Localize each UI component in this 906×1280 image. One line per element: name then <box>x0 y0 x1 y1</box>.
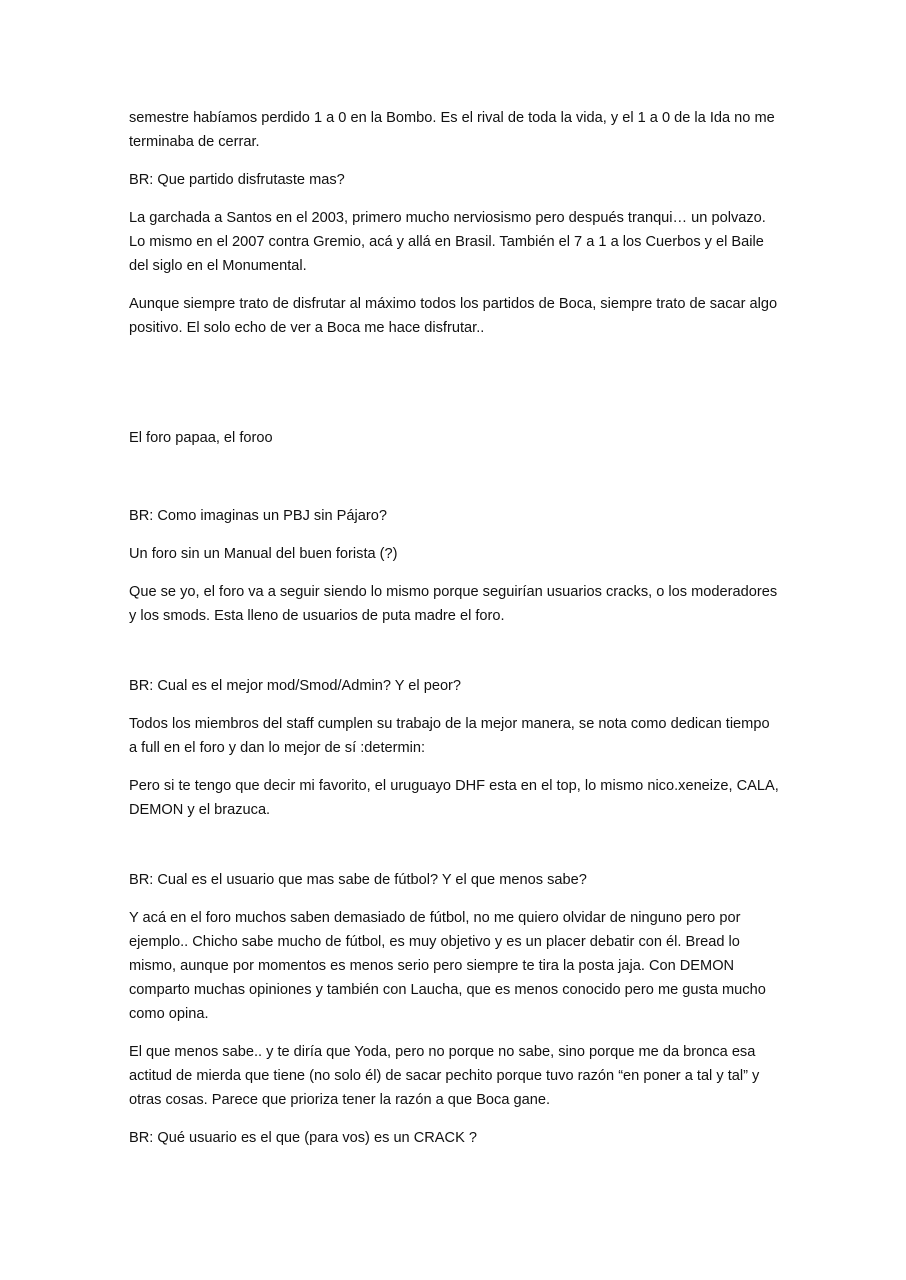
question-pbj: BR: Como imaginas un PBJ sin Pájaro? <box>129 508 387 524</box>
answer-football-knowledge: Y acá en el foro muchos saben demasiado de fútbol, no me quiero olvidar de ninguno pero por ejemplo.. Chicho sabe mucho de fútbol, es muy objetivo y es un placer debatir con él. Bread lo mismo, aunque por momentos es menos serio pero siempre te tira la posta jaja. Con DEMON comparto muchas opiniones y también con Laucha, que es menos conocido pero me gusta mucho como opina. <box>129 910 766 1022</box>
question-crack-user: BR: Qué usuario es el que (para vos) es un CRACK ? <box>129 1130 477 1146</box>
spacer <box>129 642 779 674</box>
answer-best-mod: Todos los miembros del staff cumplen su trabajo de la mejor manera, se nota como dedican tiempo a full en el foro y dan lo mejor de sí :determin: <box>129 716 770 756</box>
question-football-knowledge: BR: Cual es el usuario que mas sabe de fútbol? Y el que menos sabe? <box>129 872 587 888</box>
spacer <box>129 836 779 868</box>
question-best-match: BR: Que partido disfrutaste mas? <box>129 172 345 188</box>
answer-pbj-continued: Que se yo, el foro va a seguir siendo lo mismo porque seguirían usuarios cracks, o los moderadores y los smods. Esta lleno de usuarios de puta madre el foro. <box>129 584 778 624</box>
answer-best-mod-continued: Pero si te tengo que decir mi favorito, el uruguayo DHF esta en el top, lo mismo nico.xeneize, CALA, DEMON y el brazuca. <box>129 778 779 818</box>
answer-pbj: Un foro sin un Manual del buen forista (?) <box>129 546 398 562</box>
spacer <box>129 354 779 426</box>
document-body <box>129 106 779 1164</box>
section-heading-forum: El foro papaa, el foroo <box>129 430 273 446</box>
answer-best-match: La garchada a Santos en el 2003, primero mucho nerviosismo pero después tranqui… un polvazo. Lo mismo en el 2007 contra Gremio, acá y allá en Brasil. También el 7 a 1 a los Cuerbos y el Baile del siglo en el Monumental. <box>129 210 766 274</box>
answer-football-knowledge-continued: El que menos sabe.. y te diría que Yoda, pero no porque no sabe, sino porque me da bronca esa actitud de mierda que tiene (no solo él) de sacar pechito porque tuvo razón “en poner a tal y tal” y otras cosas. Parece que prioriza tener la razón a que Boca gane. <box>129 1044 760 1108</box>
question-best-mod: BR: Cual es el mejor mod/Smod/Admin? Y el peor? <box>129 678 462 694</box>
answer-best-match-continued: Aunque siempre trato de disfrutar al máximo todos los partidos de Boca, siempre trato de sacar algo positivo. El solo echo de ver a Boca me hace disfrutar.. <box>129 296 778 336</box>
paragraph-continuation: semestre habíamos perdido 1 a 0 en la Bombo. Es el rival de toda la vida, y el 1 a 0 de la Ida no me terminaba de cerrar. <box>129 110 775 150</box>
spacer <box>129 464 779 504</box>
